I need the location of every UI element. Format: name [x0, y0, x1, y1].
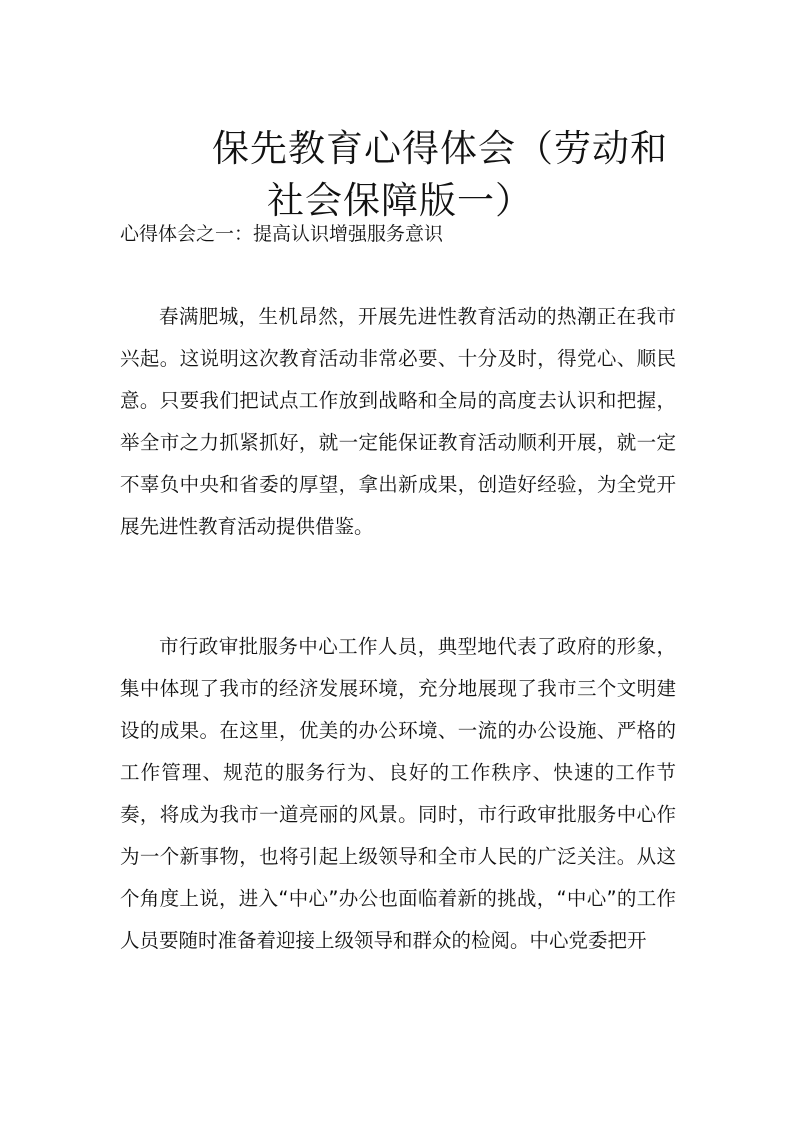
document-title	[0, 123, 794, 227]
section-subtitle: 心得体会之一：提高认识增强服务意识	[120, 223, 444, 245]
document-title-line-2: 社会保障版一）	[267, 178, 533, 222]
document-title-line-1: 保先教育心得体会（劳动和	[212, 126, 668, 170]
body-paragraph-2: 市行政审批服务中心工作人员，典型地代表了政府的形象，集中体现了我市的经济发展环境，充分地展现了我市三个文明建设的成果。在这里，优美的办公环境、一流的办公设施、严格的工作管理、规范的服务行为、良好的工作秩序、快速的工作节奏，将成为我市一道亮丽的风景。同时，市行政审批服务中心作为一个新事物，也将引起上级领导和全市人民的广泛关注。从这个角度上说，进入“中心”办公也面临着新的挑战，“中心”的工作人员要随时准备着迎接上级领导和群众的检阅。中心党委把开	[120, 635, 676, 952]
body-paragraph-1: 春满肥城，生机昂然，开展先进性教育活动的热潮正在我市兴起。这说明这次教育活动非常必要、十分及时，得党心、顺民意。只要我们把试点工作放到战略和全局的高度去认识和把握，举全市之力抓紧抓好，就一定能保证教育活动顺利开展，就一定不辜负中央和省委的厚望，拿出新成果，创造好经验，为全党开展先进性教育活动提供借鉴。	[120, 305, 676, 538]
